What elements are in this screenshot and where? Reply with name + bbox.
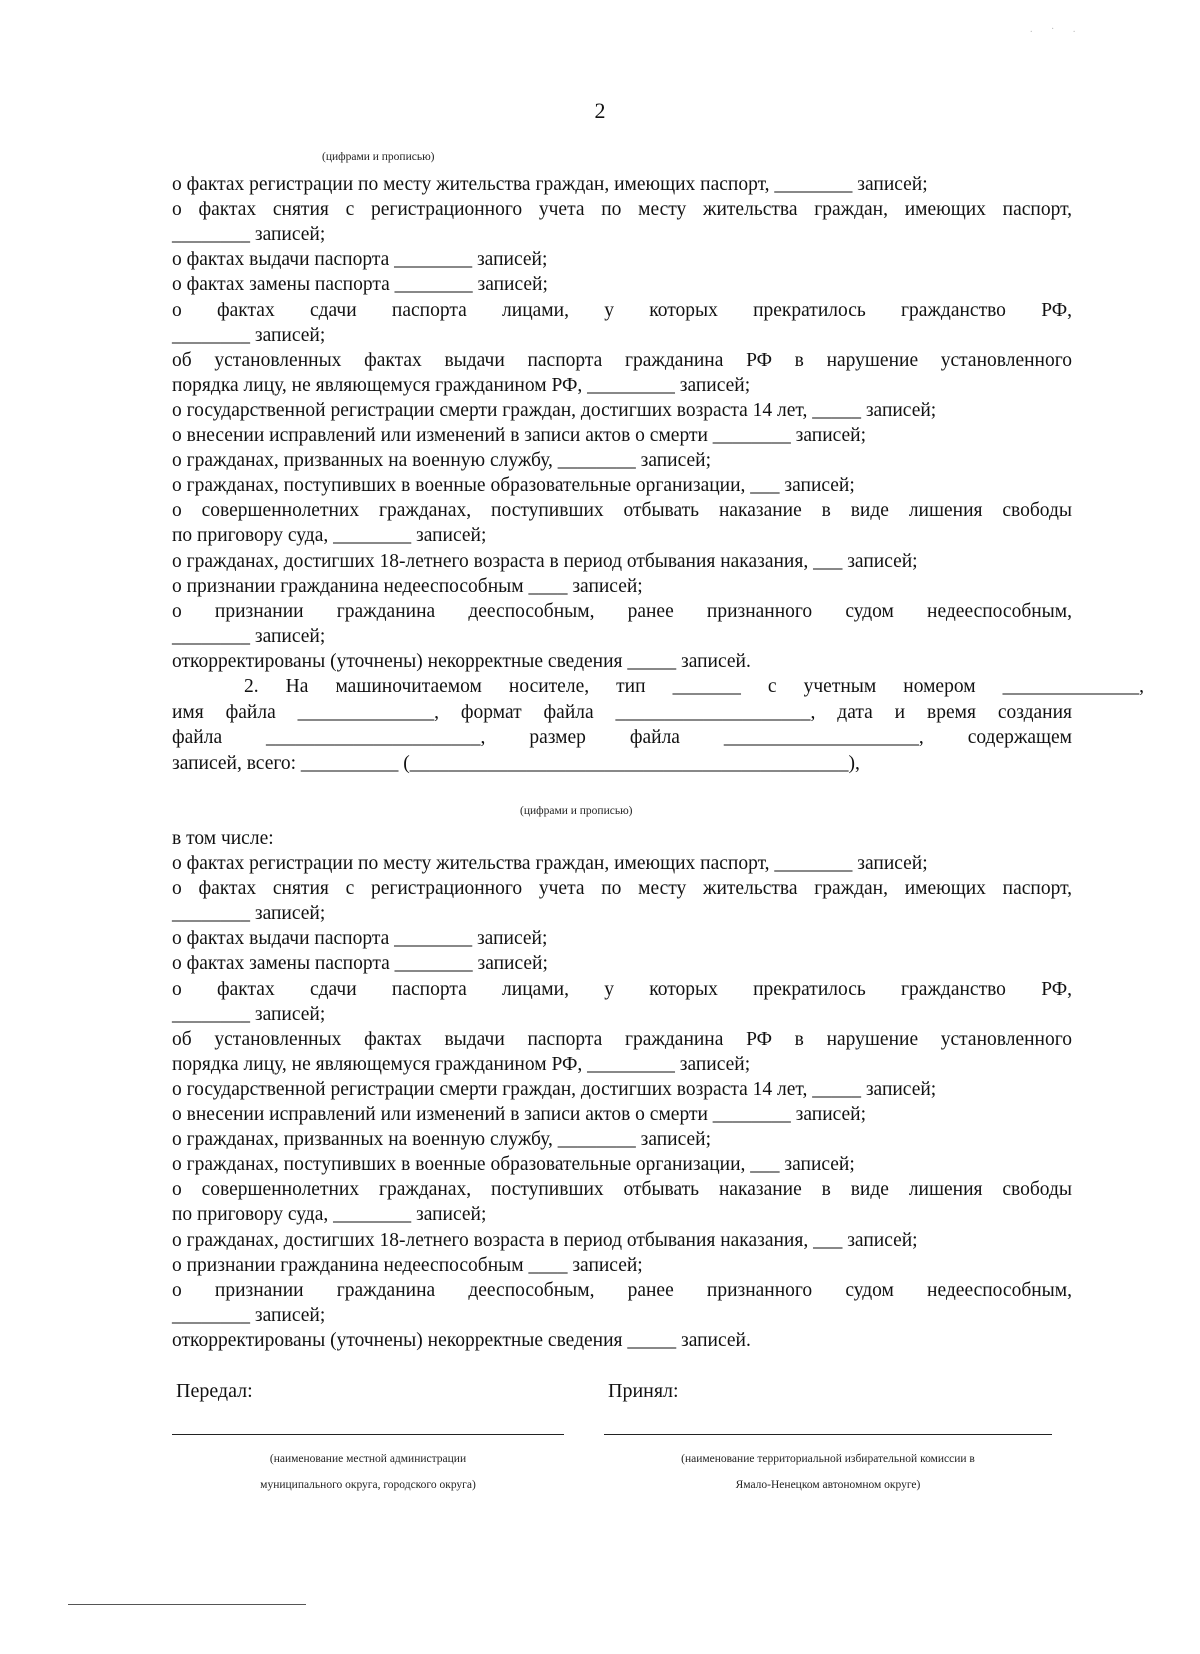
- section2-line: о внесении исправлений или изменений в записи актов о смерти ________ записей;: [172, 1104, 867, 1125]
- section1-line: порядка лицу, не являющемуся гражданином РФ, _________ записей;: [172, 374, 751, 396]
- section2-line: порядка лицу, не являющемуся гражданином РФ, _________ записей;: [172, 1053, 751, 1075]
- receiver-caption-line-1: (наименование территориальной избирательной комиссии в: [681, 1453, 975, 1465]
- section1-line: о гражданах, призванных на военную службу, ________ записей;: [172, 450, 712, 472]
- section1-line: ________ записей;: [172, 224, 326, 246]
- sender-signature-line: [172, 1434, 564, 1435]
- section2-line: о фактах регистрации по месту жительства граждан, имеющих паспорт, ________ записей;: [172, 853, 928, 874]
- section1-line: об установленных фактах выдачи паспорта гражданина РФ в нарушение установленного: [172, 349, 1072, 371]
- section1-line: о фактах регистрации по месту жительства граждан, имеющих паспорт, ________ записей;: [172, 174, 928, 195]
- section2-line: о гражданах, призванных на военную службу, ________ записей;: [172, 1129, 712, 1151]
- section1-line: о фактах выдачи паспорта ________ записей;: [172, 249, 548, 271]
- receiver-label: Принял:: [608, 1380, 679, 1402]
- section2-line: о фактах выдачи паспорта ________ записей;: [172, 928, 548, 950]
- section1-line: о гражданах, достигших 18-летнего возраста в период отбывания наказания, ___ записей;: [172, 550, 918, 572]
- section2-line: о фактах снятия с регистрационного учета по месту жительства граждан, имеющих паспорт,: [172, 878, 1072, 900]
- item2-line: файла ______________________, размер файла ____________________, содержащем: [172, 727, 1072, 748]
- section1-line: ________ записей;: [172, 625, 326, 647]
- section2-line: о гражданах, достигших 18-летнего возраста в период отбывания наказания, ___ записей;: [172, 1229, 918, 1251]
- receiver-caption: [604, 1446, 1052, 1498]
- section2-line: ________ записей;: [172, 1304, 326, 1326]
- section1-line: о фактах снятия с регистрационного учета по месту жительства граждан, имеющих паспорт,: [172, 199, 1072, 221]
- footer-rule: [68, 1604, 306, 1605]
- section1-line: откорректированы (уточнены) некорректные сведения _____ записей.: [172, 650, 751, 672]
- section2-line: о государственной регистрации смерти граждан, достигших возраста 14 лет, _____ записей;: [172, 1078, 937, 1100]
- section2-line: об установленных фактах выдачи паспорта гражданина РФ в нарушение установленного: [172, 1028, 1072, 1050]
- item2-line: имя файла ______________, формат файла ____________________, дата и время создания: [172, 701, 1072, 723]
- section1-line: о фактах замены паспорта ________ записей;: [172, 274, 548, 296]
- section2-line: о совершеннолетних гражданах, поступивших отбывать наказание в виде лишения свободы: [172, 1179, 1072, 1201]
- section2-line: о признании гражданина дееспособным, ранее признанного судом недееспособным,: [172, 1279, 1072, 1301]
- page-number: 2: [594, 98, 606, 123]
- sender-caption-line-1: (наименование местной администрации: [269, 1453, 467, 1465]
- section1-line: о совершеннолетних гражданах, поступивших отбывать наказание в виде лишения свободы: [172, 500, 1072, 522]
- section1-line: о признании гражданина недееспособным ____ записей;: [172, 575, 643, 597]
- section1-line: о фактах сдачи паспорта лицами, у которых прекратилось гражданство РФ,: [172, 299, 1072, 321]
- section2-line: о гражданах, поступивших в военные образовательные организации, ___ записей;: [172, 1154, 855, 1176]
- sender-caption: [172, 1446, 564, 1498]
- scan-noise: . · .: [1030, 24, 1084, 35]
- section1-line: о внесении исправлений или изменений в записи актов о смерти ________ записей;: [172, 425, 867, 446]
- section2-line: ________ записей;: [172, 903, 326, 925]
- section1-line: о признании гражданина дееспособным, ранее признанного судом недееспособным,: [172, 600, 1072, 622]
- in-total-label: в том числе:: [172, 828, 274, 849]
- sender-caption-line-2: муниципального округа, городского округа): [260, 1479, 476, 1491]
- item2-line: записей, всего: __________ (_____________________________________________),: [172, 752, 860, 774]
- section2-line: о фактах замены паспорта ________ записей;: [172, 953, 548, 975]
- sender-label: Передал:: [176, 1380, 253, 1402]
- section1-line: о гражданах, поступивших в военные образовательные организации, ___ записей;: [172, 475, 855, 497]
- receiver-caption-line-2: Ямало-Ненецком автономном округе): [735, 1479, 921, 1491]
- caption-digits-words-top: (цифрами и прописью): [322, 151, 435, 163]
- section1-line: по приговору суда, ________ записей;: [172, 525, 487, 547]
- section1-line: ________ записей;: [172, 324, 326, 346]
- section2-line: ________ записей;: [172, 1003, 326, 1025]
- caption-digits-words-item2: (цифрами и прописью): [520, 805, 633, 817]
- section2-line: по приговору суда, ________ записей;: [172, 1204, 487, 1226]
- section2-line: откорректированы (уточнены) некорректные сведения _____ записей.: [172, 1329, 751, 1351]
- section2-line: о фактах сдачи паспорта лицами, у которых прекратилось гражданство РФ,: [172, 978, 1072, 1000]
- section2-line: о признании гражданина недееспособным ____ записей;: [172, 1254, 643, 1276]
- section1-line: о государственной регистрации смерти граждан, достигших возраста 14 лет, _____ записей;: [172, 399, 937, 421]
- item2-line: 2. На машиночитаемом носителе, тип _______ с учетным номером ______________,: [244, 676, 1144, 697]
- receiver-signature-line: [604, 1434, 1052, 1435]
